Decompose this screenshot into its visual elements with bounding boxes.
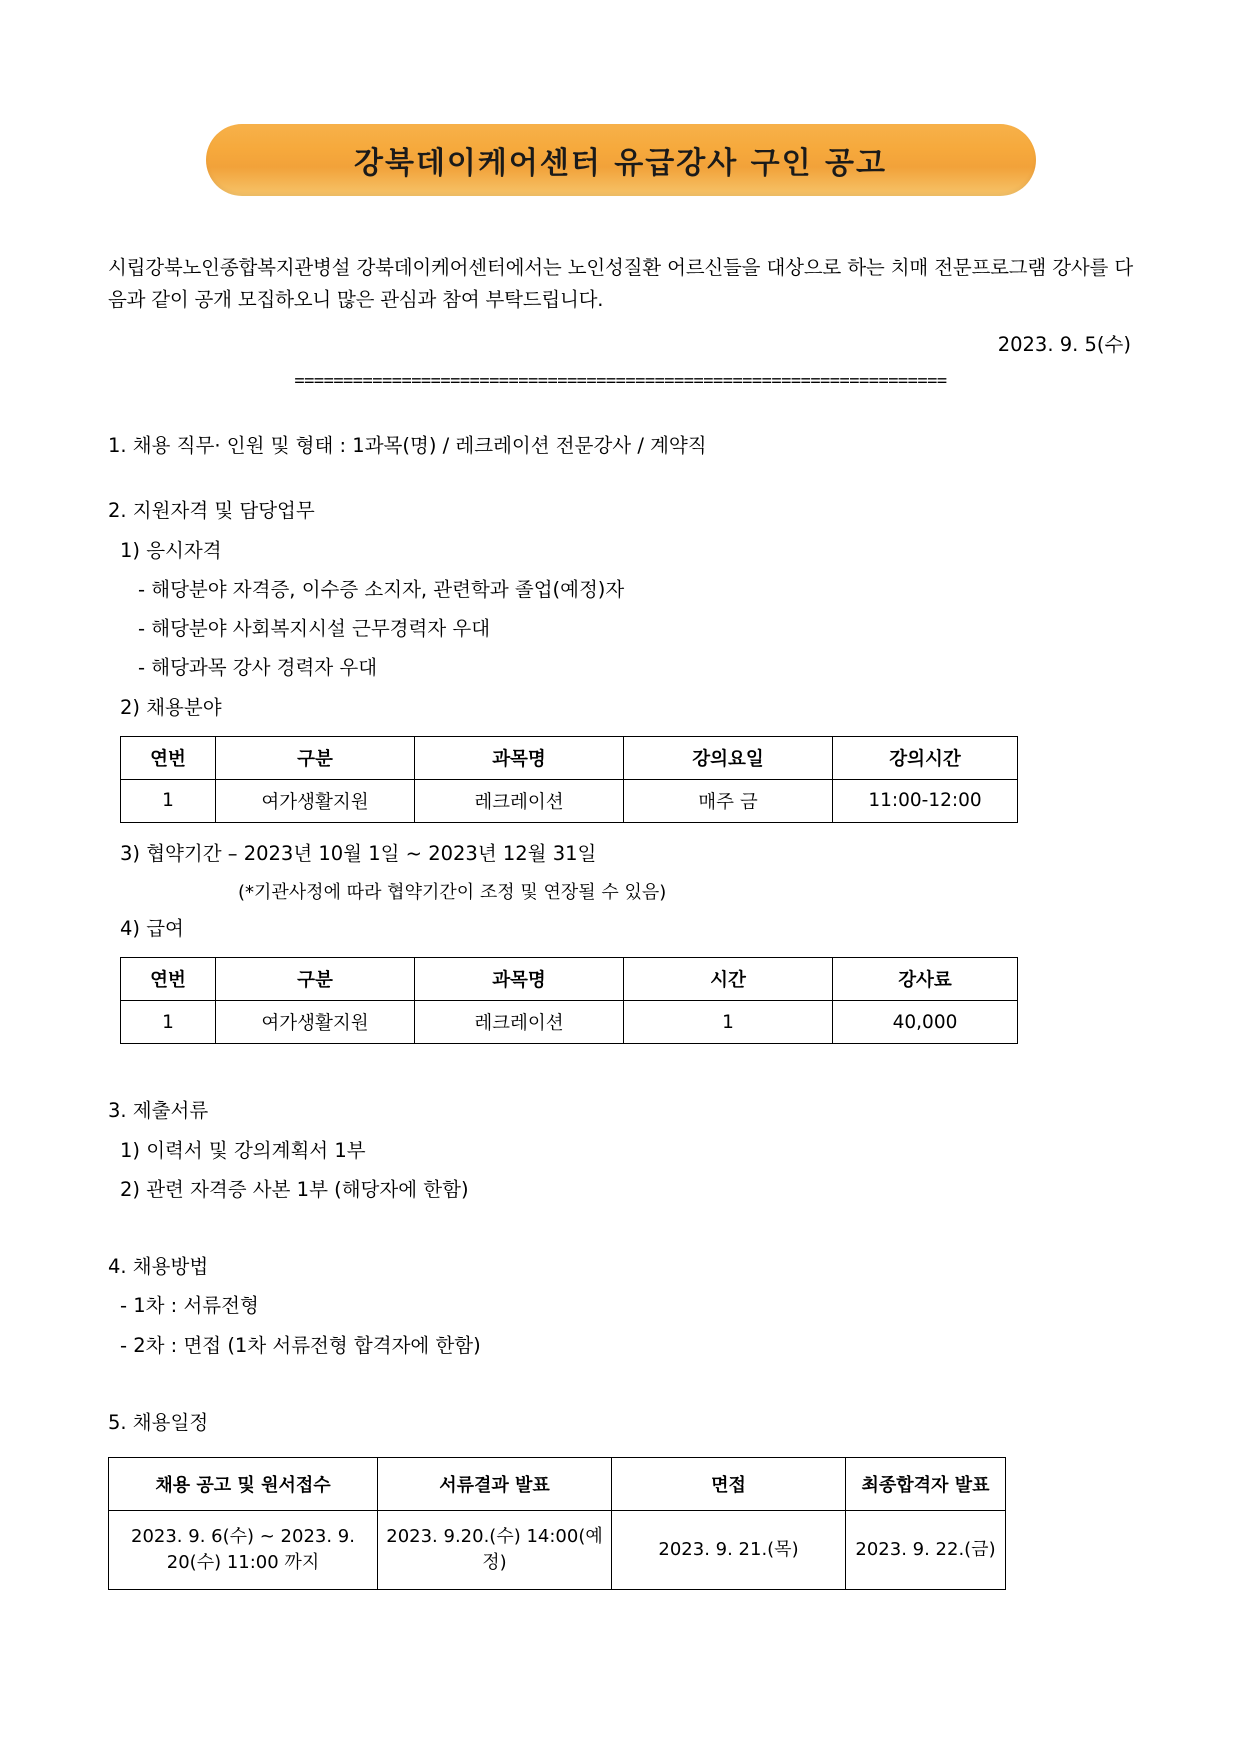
cell-fee: 40,000 <box>833 1001 1018 1044</box>
table-header-row <box>121 958 1018 1001</box>
section-5-heading: 5. 채용일정 <box>108 1410 209 1434</box>
cell-seq: 1 <box>121 1001 216 1044</box>
cell-time: 11:00-12:00 <box>833 779 1018 822</box>
table-row <box>109 1511 1006 1590</box>
col-subject: 과목명 <box>415 958 624 1001</box>
cell-subject: 레크레이션 <box>415 779 624 822</box>
section-2-sub4: 4) 급여 <box>120 917 184 941</box>
qualification-item-2: - 해당분야 사회복지시설 근무경력자 우대 <box>138 617 491 641</box>
section-4-heading: 4. 채용방법 <box>108 1255 209 1279</box>
col-time: 강의시간 <box>833 736 1018 779</box>
cell-hours: 1 <box>624 1001 833 1044</box>
document-item-2: 2) 관련 자격증 사본 1부 (해당자에 한함) <box>120 1177 469 1201</box>
table-row <box>121 1001 1018 1044</box>
title-banner-wrap <box>108 0 1133 196</box>
schedule-table <box>108 1457 1006 1590</box>
col-interview: 면접 <box>612 1458 846 1511</box>
cell-posting-period: 2023. 9. 6(수) ~ 2023. 9. 20(수) 11:00 까지 <box>109 1511 378 1590</box>
intro-paragraph: 시립강북노인종합복지관병설 강북데이케어센터에서는 노인성질환 어르신들을 대상으로 하는 치매 전문프로그램 강사를 다음과 같이 공개 모집하오니 많은 관심과 참여 부탁드립니다. <box>108 256 1133 311</box>
table-header-row <box>109 1458 1006 1511</box>
qualification-item-1: - 해당분야 자격증, 이수증 소지자, 관련학과 졸업(예정)자 <box>138 577 625 601</box>
col-subject: 과목명 <box>415 736 624 779</box>
table-row <box>121 779 1018 822</box>
posting-date: 2023. 9. 5(수) <box>997 333 1131 357</box>
col-posting-period: 채용 공고 및 원서접수 <box>109 1458 378 1511</box>
col-seq: 연번 <box>121 958 216 1001</box>
col-fee: 강사료 <box>833 958 1018 1001</box>
cell-subject: 레크레이션 <box>415 1001 624 1044</box>
cell-category: 여가생활지원 <box>216 779 415 822</box>
col-final-result: 최종합격자 발표 <box>846 1458 1006 1511</box>
section-2-sub2: 2) 채용분야 <box>120 695 222 719</box>
page-title: 강북데이케어센터 유급강사 구인 공고 <box>353 146 887 181</box>
contract-period-note: (*기관사정에 따라 협약기간이 조정 및 연장될 수 있음) <box>238 882 667 904</box>
col-hours: 시간 <box>624 958 833 1001</box>
section-2-heading: 2. 지원자격 및 담당업무 <box>108 499 315 523</box>
pay-table <box>120 957 1018 1044</box>
method-item-1: - 1차 : 서류전형 <box>120 1294 259 1318</box>
bottom-spacer <box>108 1590 1133 1620</box>
divider-line: =================================================================== <box>294 371 947 392</box>
cell-category: 여가생활지원 <box>216 1001 415 1044</box>
col-weekday: 강의요일 <box>624 736 833 779</box>
title-banner <box>206 124 1036 196</box>
table-header-row <box>121 736 1018 779</box>
col-screening-result: 서류결과 발표 <box>378 1458 612 1511</box>
section-3-heading: 3. 제출서류 <box>108 1099 209 1123</box>
cell-final-result: 2023. 9. 22.(금) <box>846 1511 1006 1590</box>
col-category: 구분 <box>216 958 415 1001</box>
cell-weekday: 매주 금 <box>624 779 833 822</box>
qualification-item-3: - 해당과목 강사 경력자 우대 <box>138 656 378 680</box>
col-seq: 연번 <box>121 736 216 779</box>
section-2-sub1: 1) 응시자격 <box>120 538 222 562</box>
col-category: 구분 <box>216 736 415 779</box>
recruitment-field-table <box>120 736 1018 823</box>
method-item-2: - 2차 : 면접 (1차 서류전형 합격자에 한함) <box>120 1333 481 1357</box>
cell-seq: 1 <box>121 779 216 822</box>
document-item-1: 1) 이력서 및 강의계획서 1부 <box>120 1138 366 1162</box>
cell-screening-result: 2023. 9.20.(수) 14:00(예정) <box>378 1511 612 1590</box>
section-2-sub3: 3) 협약기간 – 2023년 10월 1일 ~ 2023년 12월 31일 <box>120 841 597 865</box>
cell-interview: 2023. 9. 21.(목) <box>612 1511 846 1590</box>
section-1-heading: 1. 채용 직무· 인원 및 형태 : 1과목(명) / 레크레이션 전문강사 / 계약직 <box>108 434 707 458</box>
